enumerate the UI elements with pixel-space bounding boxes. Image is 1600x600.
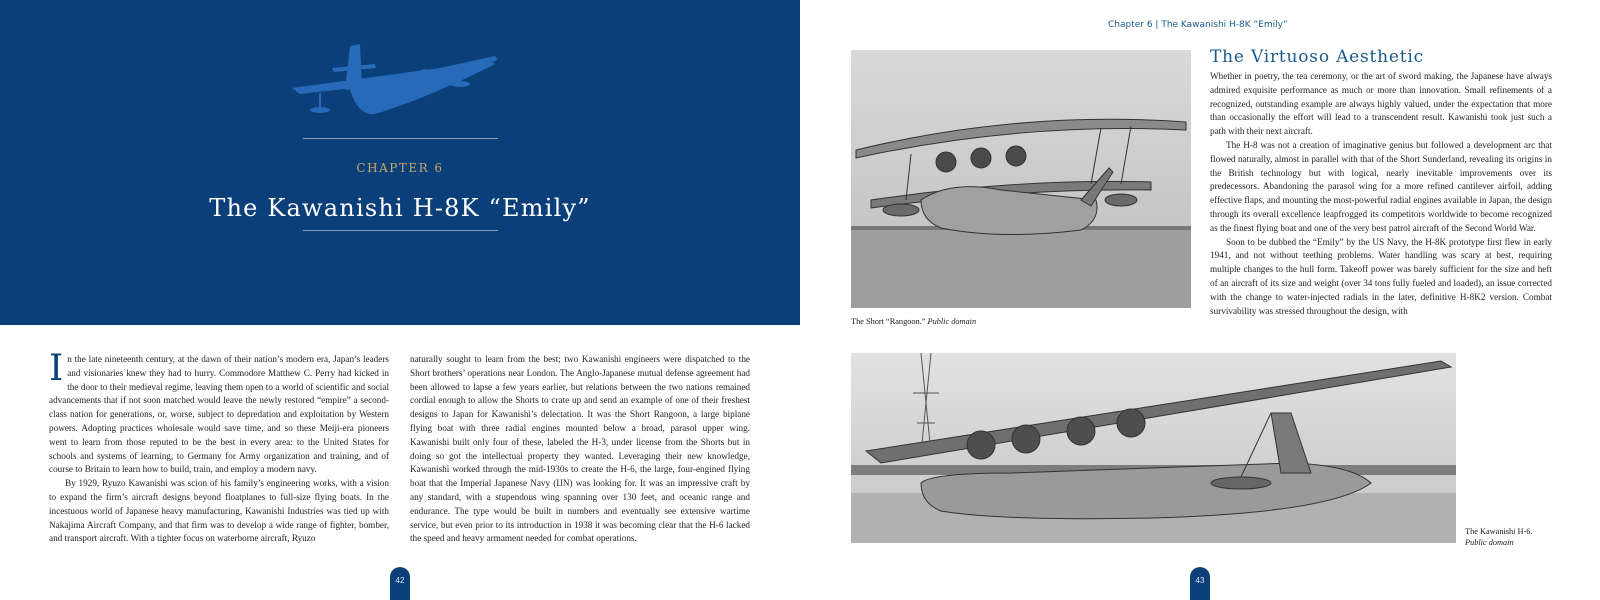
paragraph: The H-8 was not a creation of imaginative genius but followed a development arc that flowed naturally, almost in parallel with that of the Short Sunderland, revealing its origins in the British technology but with logical, nearly inevitable improvements over its predecessors. Abandoning the parasol wing for a more refined cantilever airfoil, adding effective flaps, and mounting the most-powerful radial engines available in Japan, the design through its overall excellence leapfrogged its competitors worldwide to become recognized as the finest flying boat and one of the very best patrol aircraft of the Second World War. — [1210, 139, 1552, 233]
photo-caption: The Kawanishi H-6. Public domain — [1465, 527, 1585, 548]
flying-boat-silhouette-icon — [290, 38, 510, 128]
title-rule-bottom — [303, 230, 498, 231]
flying-boat-photo-image — [851, 353, 1456, 543]
photo-caption: The Short “Rangoon.” Public domain — [851, 317, 977, 326]
paragraph: In the late nineteenth century, at the dawn of their nation’s modern era, Japan’s leaders and visionaries knew they had to hurry. Commodore Matthew C. Perry had kicked in the door to their medieval regime, leaving them open to a world of scientific and social advancements that if not soon matched would leave the newly restored “empire” a second-class nation for generations, or, worse, subject to depredation and exploitation by Western powers. Adopting practices wholesale would save time, and so these Meiji-era pioneers went to learn from those reputed to be the best in every area: to the United States for schools and systems of learning, to Germany for Army organization and training, and of course to Britain to learn how to build, train, and employ a modern navy. — [49, 353, 389, 475]
drop-cap: I — [49, 353, 64, 389]
page-number-tab: 43 — [1190, 567, 1210, 600]
chapter-label: CHAPTER 6 — [356, 161, 444, 175]
paragraph: Whether in poetry, the tea ceremony, or the art of sword making, the Japanese have always admired exquisite performance as much or more than innovation. Small refinements of a recognized, outstanding example are always highly valued, under the expectation that more than occasionally the effort will lead to a transcendent result. Kawanishi took just such a path with their next aircraft. — [1210, 71, 1552, 137]
paragraph: naturally sought to learn from the best; two Kawanishi engineers were dispatched to the Short brothers’ operations near London. The Anglo-Japanese mutual defense agreement had been allowed to lapse a few years earlier, but relations between the two nations remained cordial enough to allow the Shorts to crate up and send an example of one of their freshest designs to Japan for Kawanishi’s delectation. It was the Short Rangoon, a large biplane flying boat with three radial engines mounted below a broad, parasol upper wing. Kawanishi built only four of these, labeled the H-3, under license from the Shorts but in doing so got the intellectual property they wanted. Leveraging their new knowledge, Kawanishi worked through the mid-1930s to create the H-6, the large, four-engined flying boat that the Imperial Japanese Navy (IJN) was looking for. It was an impressive craft by any standard, with a stupendous wing spanning over 130 feet, and oceanic range and endurance. The type would be built in numbers and eventually see extensive wartime service, but even prior to its introduction in 1938 it was becoming clear that the H-6 lacked the speed and heavy armament needed for combat operations. — [410, 354, 750, 544]
body-column-1 — [49, 353, 389, 548]
right-page: Chapter 6 | The Kawanishi H-8K “Emily” The Short “Rangoon.” Public domain The Virtuoso Aesthetic Whether in poetry, the tea ceremony, or the art of sword making, the Japanese have always admired exquisite performance as much or more than innovation. Small refinements of a recognized, outstanding example are always highly valued, under the expectation that more than occasionally the effort will lead to a transcendent result. Kawanishi took just such a path with their next aircraft. The H-8 was not a creation of imaginative genius but followed a development arc that flowed naturally, almost in parallel with that of the Short Sunderland, revealing its origins in the British technology but with logical, nearly inevitable improvements over its predecessors. Abandoning the parasol wing for a more refined cantilever airfoil, adding effective flaps, and mounting the most-powerful radial engines available in Japan, the design through its overall excellence leapfrogged its competitors worldwide to become recognized as the finest flying boat and one of the very best patrol aircraft of the Second World War. Soon to be dubbed the “Emily” by the US Navy, the H-8K prototype first flew in early 1941, and not without teething problems. Water handling was scary at best, requiring multiple changes to the hull form. Takeoff power was barely sufficient for the size and heft of an aircraft of its size and weight (over 34 tons fully fueled and loaded), an issue corrected with the change to water-injected radials in the later, definitive H-8K2 version. Combat survivability was stressed throughout the design, with The Kawanishi H-6. Public domain 43 — [800, 0, 1600, 600]
photo-kawanishi-h6 — [851, 353, 1456, 543]
title-rule-top — [303, 138, 498, 139]
biplane-photo-image — [851, 50, 1191, 308]
body-column-2 — [410, 353, 750, 548]
paragraph: By 1929, Ryuzo Kawanishi was scion of his family’s engineering works, with a vision to expand the firm’s aircraft designs beyond floatplanes to full-size flying boats. In the incestuous world of Japanese heavy manufacturing, Kawanishi Industries was tied up with Nakajima Aircraft Company, and that firm was to develop a wide range of fighter, bomber, and transport aircraft. With a tighter focus on waterborne aircraft, Ryuzo — [49, 478, 389, 544]
photo-credit: Public domain — [927, 317, 977, 326]
section-heading: The Virtuoso Aesthetic — [1210, 47, 1424, 67]
paragraph: Soon to be dubbed the “Emily” by the US Navy, the H-8K prototype first flew in early 1941, and not without teething problems. Water handling was scary at best, requiring multiple changes to the hull form. Takeoff power was barely sufficient for the size and heft of an aircraft of its size and weight (over 34 tons fully fueled and loaded), an issue corrected with the change to water-injected radials in the later, definitive H-8K2 version. Combat survivability was stressed throughout the design, with — [1210, 236, 1552, 316]
chapter-title: The Kawanishi H-8K “Emily” — [209, 194, 591, 223]
photo-credit: Public domain — [1465, 537, 1514, 547]
page-number-tab: 42 — [390, 567, 410, 600]
chapter-banner — [0, 0, 800, 325]
photo-short-rangoon — [851, 50, 1191, 308]
body-column-3 — [1210, 70, 1552, 335]
